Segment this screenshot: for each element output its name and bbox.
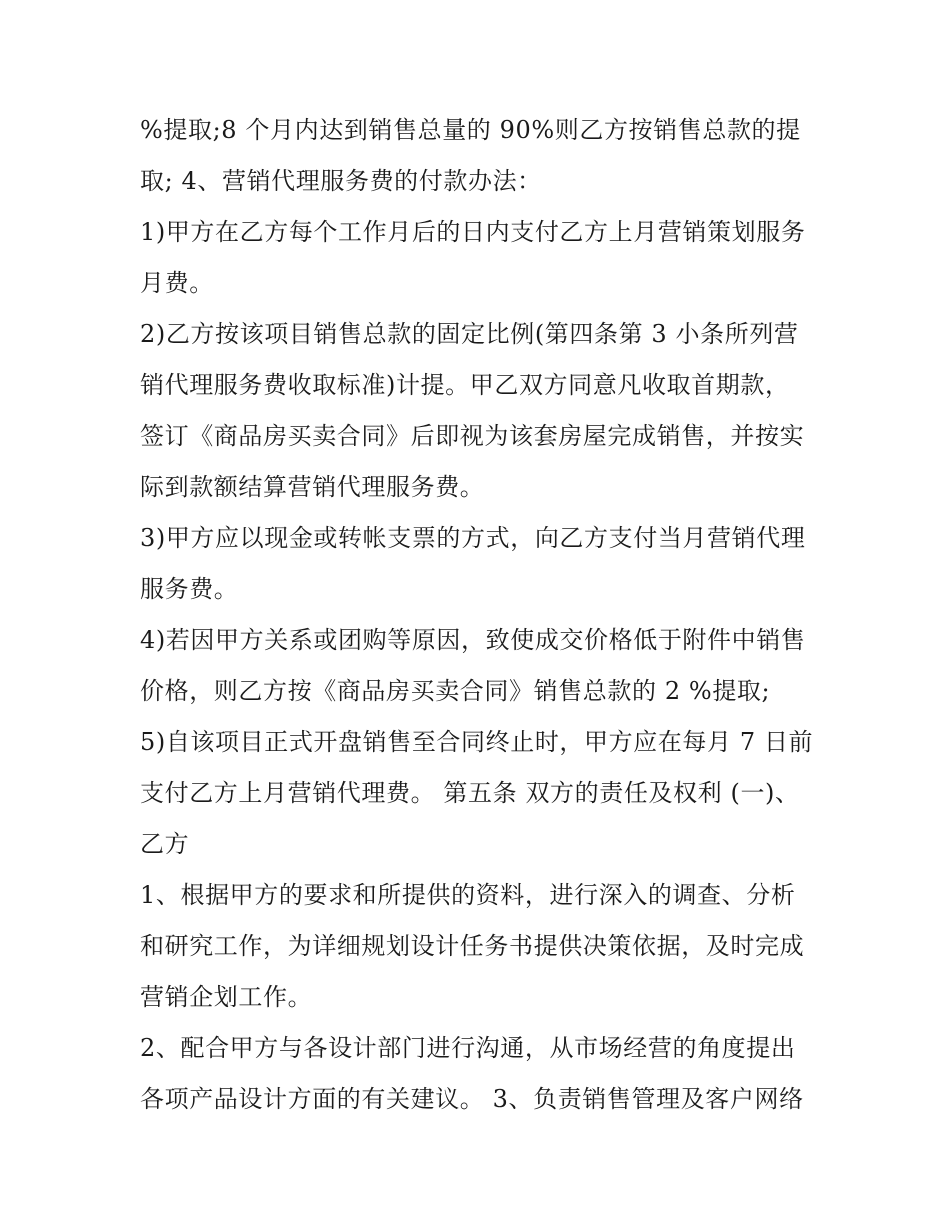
text-line: 4)若因甲方关系或团购等原因，致使成交价格低于附件中销售 xyxy=(140,626,806,654)
text-line: 2)乙方按该项目销售总款的固定比例(第四条第 3 小条所列营 xyxy=(140,320,799,348)
text-line: 月费。 xyxy=(140,269,214,297)
text-line: 销代理服务费收取标准)计提。甲乙双方同意凡收取首期款， xyxy=(140,371,790,399)
text-line: 签订《商品房买卖合同》后即视为该套房屋完成销售，并按实 xyxy=(140,422,805,450)
text-line: 1)甲方在乙方每个工作月后的日内支付乙方上月营销策划服务 xyxy=(140,218,806,246)
text-line: 价格，则乙方按《商品房买卖合同》销售总款的 2 %提取; xyxy=(140,677,771,705)
text-line: %提取;8 个月内达到销售总量的 90%则乙方按销售总款的提 xyxy=(140,116,801,144)
text-line: 5)自该项目正式开盘销售至合同终止时，甲方应在每月 7 日前 xyxy=(140,728,814,756)
text-line: 和研究工作，为详细规划设计任务书提供决策依据，及时完成 xyxy=(140,932,805,960)
text-line: 支付乙方上月营销代理费。 第五条 双方的责任及权利 (一)、 xyxy=(140,779,800,807)
text-line: 3)甲方应以现金或转帐支票的方式，向乙方支付当月营销代理 xyxy=(140,524,806,552)
text-line: 2、配合甲方与各设计部门进行沟通，从市场经营的角度提出 xyxy=(140,1034,796,1062)
text-line: 取; 4、营销代理服务费的付款办法： xyxy=(140,167,542,195)
text-line: 各项产品设计方面的有关建议。 3、负责销售管理及客户网络 xyxy=(140,1085,804,1113)
text-line: 乙方 xyxy=(140,830,190,858)
text-line: 营销企划工作。 xyxy=(140,983,313,1011)
text-line: 1、根据甲方的要求和所提供的资料，进行深入的调查、分析 xyxy=(140,881,796,909)
text-line: 际到款额结算营销代理服务费。 xyxy=(140,473,485,501)
text-line: 服务费。 xyxy=(140,575,239,603)
